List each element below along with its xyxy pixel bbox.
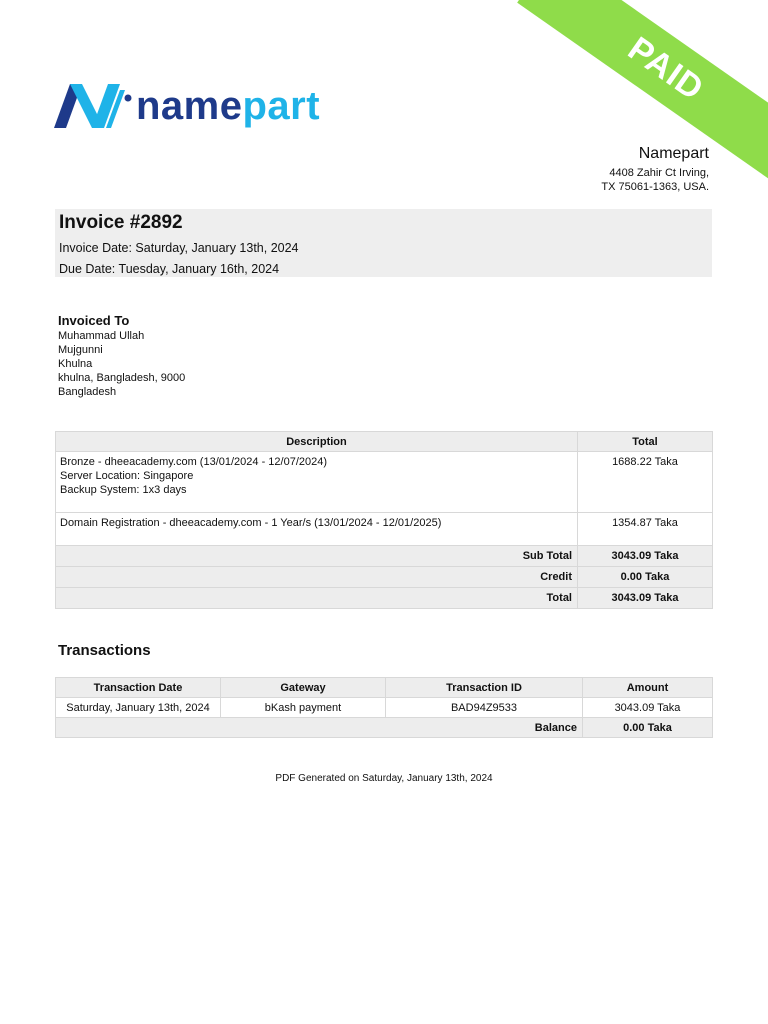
item-line: Backup System: 1x3 days (60, 484, 187, 496)
item-total: 1688.22 Taka (578, 452, 713, 513)
transaction-date: Saturday, January 13th, 2024 (56, 698, 221, 718)
item-line: Bronze - dheeacademy.com (13/01/2024 - 12/07/2024) (60, 456, 328, 468)
description-header: Description (56, 432, 578, 452)
table-row (56, 513, 713, 546)
invoice-title: Invoice #2892 (59, 212, 183, 233)
company-address-line2: TX 75061-1363, USA. (601, 181, 709, 193)
invoiced-to-title: Invoiced To (58, 313, 130, 328)
billing-name: Muhammad Ullah (58, 330, 145, 342)
credit-value: 0.00 Taka (578, 567, 713, 588)
transactions-table (55, 677, 713, 738)
billing-address-line: khulna, Bangladesh, 9000 (58, 372, 186, 384)
balance-value: 0.00 Taka (583, 718, 713, 738)
credit-row (56, 567, 713, 588)
subtotal-label: Sub Total (56, 546, 578, 567)
amount-header: Amount (583, 678, 713, 698)
invoice-date: Invoice Date: Saturday, January 13th, 2024 (59, 241, 299, 255)
company-address (601, 166, 709, 194)
balance-row (56, 718, 713, 738)
table-header-row (56, 432, 713, 452)
transaction-id: BAD94Z9533 (386, 698, 583, 718)
table-header-row (56, 678, 713, 698)
logo-mark-icon (54, 84, 132, 128)
billing-address-line: Mujgunni (58, 344, 103, 356)
billing-country: Bangladesh (58, 386, 117, 398)
invoice-items-table (55, 431, 713, 609)
table-row (56, 452, 713, 513)
company-address-line1: 4408 Zahir Ct Irving, (609, 167, 709, 179)
transaction-id-header: Transaction ID (386, 678, 583, 698)
total-row (56, 588, 713, 609)
company-logo (54, 84, 320, 128)
logo-word-name: name (136, 84, 243, 128)
company-info (601, 145, 709, 194)
balance-label: Balance (56, 718, 583, 738)
subtotal-row (56, 546, 713, 567)
logo-wordmark (136, 86, 320, 126)
total-value: 3043.09 Taka (578, 588, 713, 609)
total-header: Total (578, 432, 713, 452)
item-description (56, 452, 578, 513)
table-row (56, 698, 713, 718)
invoice-header (55, 209, 712, 277)
item-line: Server Location: Singapore (60, 470, 194, 482)
billing-address-line: Khulna (58, 358, 93, 370)
transactions-title: Transactions (58, 642, 151, 659)
transaction-gateway: bKash payment (221, 698, 386, 718)
item-description (56, 513, 578, 546)
credit-label: Credit (56, 567, 578, 588)
company-name: Namepart (638, 145, 709, 162)
item-total: 1354.87 Taka (578, 513, 713, 546)
transaction-date-header: Transaction Date (56, 678, 221, 698)
paid-stamp-text: PAID (621, 29, 712, 108)
total-label: Total (56, 588, 578, 609)
invoice-due-date: Due Date: Tuesday, January 16th, 2024 (59, 262, 280, 276)
invoiced-to (58, 313, 185, 399)
item-line: Domain Registration - dheeacademy.com - 1 Year/s (13/01/2024 - 12/01/2025) (60, 517, 442, 529)
logo-word-part: part (242, 84, 321, 128)
pdf-generated-note: PDF Generated on Saturday, January 13th, 2024 (275, 773, 493, 784)
subtotal-value: 3043.09 Taka (578, 546, 713, 567)
transaction-amount: 3043.09 Taka (583, 698, 713, 718)
gateway-header: Gateway (221, 678, 386, 698)
